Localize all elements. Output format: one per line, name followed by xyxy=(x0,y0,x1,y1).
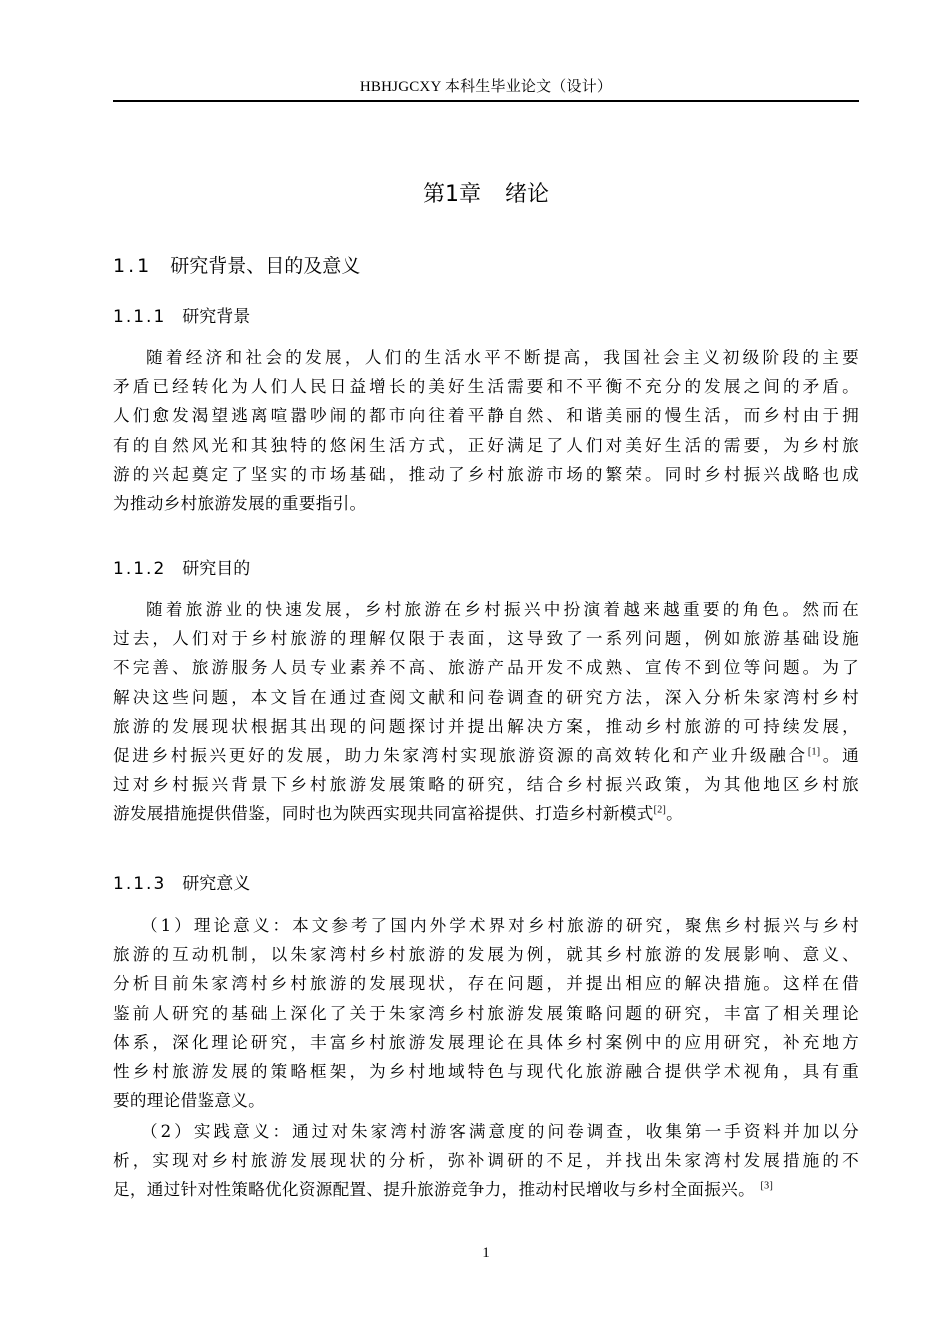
citation-ref-2[interactable]: [2] xyxy=(653,804,667,816)
paragraph-purpose xyxy=(113,595,859,829)
text-fragment: 。 xyxy=(666,804,684,824)
section-heading-1-1-2 xyxy=(113,557,250,581)
text-line: （2）实践意义：通过对朱家湾村游客满意度的问卷调查，收集第一手资料并加以分 xyxy=(141,1122,859,1141)
text-line: 为推动乡村旅游发展的重要指引。 xyxy=(113,494,367,514)
text-line: 过去，人们对于乡村旅游的理解仅限于表面，这导致了一系列问题，例如旅游基础设施 xyxy=(113,629,859,649)
section-number: 1.1.2 xyxy=(113,559,167,579)
text-line: 旅游的发展现状根据其出现的问题探讨并提出解决方案，推动乡村旅游的可持续发展， xyxy=(113,716,859,736)
section-title: 研究目的 xyxy=(182,559,251,579)
text-line xyxy=(113,741,859,770)
text-line: 随着旅游业的快速发展，乡村旅游在乡村振兴中扮演着越来越重要的角色。然而在 xyxy=(146,600,859,619)
running-header: HBHJGCXY 本科生毕业论文（设计） xyxy=(359,79,613,95)
section-title: 研究背景、目的及意义 xyxy=(170,255,361,277)
paragraph-theoretical-significance xyxy=(113,911,859,1115)
text-line: 不完善、旅游服务人员专业素养不高、旅游产品开发不成熟、宣传不到位等问题。为了 xyxy=(113,658,859,678)
chapter-number: 第1章 xyxy=(422,182,481,207)
text-fragment: 促进乡村振兴更好的发展，助力朱家湾村实现旅游资源的高效转化和产业升级融合 xyxy=(113,746,808,766)
text-line: 有的自然风光和其独特的悠闲生活方式，正好满足了人们对美好生活的需要，为乡村旅 xyxy=(113,435,859,455)
section-heading-1-1-1 xyxy=(113,305,250,329)
text-fragment: 。通 xyxy=(820,746,859,766)
text-line xyxy=(113,1175,859,1204)
text-line: 鉴前人研究的基础上深化了关于朱家湾乡村旅游发展策略问题的研究，丰富了相关理论 xyxy=(113,1003,859,1023)
header-divider xyxy=(113,100,859,102)
section-number: 1.1 xyxy=(113,255,153,277)
text-line: 随着经济和社会的发展，人们的生活水平不断提高，我国社会主义初级阶段的主要 xyxy=(146,348,859,367)
section-heading-1-1 xyxy=(113,252,360,280)
citation-ref-3[interactable]: [3] xyxy=(760,1180,774,1192)
section-number: 1.1.3 xyxy=(113,874,167,894)
text-line: 体系，深化理论研究，丰富乡村旅游发展理论在具体乡村案例中的应用研究，补充地方 xyxy=(113,1032,859,1052)
text-line: 过对乡村振兴背景下乡村旅游发展策略的研究，结合乡村振兴政策，为其他地区乡村旅 xyxy=(113,775,859,795)
text-line: 分析目前朱家湾村乡村旅游的发展现状，存在问题，并提出相应的解决措施。这样在借 xyxy=(113,974,859,994)
section-title: 研究意义 xyxy=(182,874,251,894)
chapter-name: 绪论 xyxy=(504,182,549,207)
text-line: 旅游的互动机制，以朱家湾村乡村旅游的发展为例，就其乡村旅游的发展影响、意义、 xyxy=(113,945,859,965)
chapter-title xyxy=(113,180,859,210)
text-line: 游的兴起奠定了坚实的市场基础，推动了乡村旅游市场的繁荣。同时乡村振兴战略也成 xyxy=(113,464,859,484)
text-fragment: 游发展措施提供借鉴，同时也为陕西实现共同富裕提供、打造乡村新模式 xyxy=(113,804,654,824)
text-line: 要的理论借鉴意义。 xyxy=(113,1091,266,1111)
section-title: 研究背景 xyxy=(182,307,251,327)
text-fragment: 足，通过针对性策略优化资源配置、提升旅游竞争力，推动村民增收与乡村全面振兴。 xyxy=(113,1180,755,1200)
text-line: 矛盾已经转化为人们人民日益增长的美好生活需要和不平衡不充分的发展之间的矛盾。 xyxy=(113,377,859,397)
citation-ref-1[interactable]: [1] xyxy=(807,746,821,758)
text-line xyxy=(113,799,859,828)
text-line: 析，实现对乡村旅游发展现状的分析，弥补调研的不足，并找出朱家湾村发展措施的不 xyxy=(113,1151,859,1171)
text-line: 人们愈发渴望逃离喧嚣吵闹的都市向往着平静自然、和谐美丽的慢生活，而乡村由于拥 xyxy=(113,406,859,426)
section-number: 1.1.1 xyxy=(113,307,167,327)
section-heading-1-1-3 xyxy=(113,872,250,896)
text-line: 解决这些问题，本文旨在通过查阅文献和问卷调查的研究方法，深入分析朱家湾村乡村 xyxy=(113,687,859,707)
page-number: 1 xyxy=(482,1245,490,1261)
paragraph-practical-significance xyxy=(113,1117,859,1205)
text-line: （1）理论意义：本文参考了国内外学术界对乡村旅游的研究，聚焦乡村振兴与乡村 xyxy=(141,916,859,935)
paragraph-background xyxy=(113,343,859,518)
text-line: 性乡村旅游发展的策略框架，为乡村地域特色与现代化旅游融合提供学术视角，具有重 xyxy=(113,1062,859,1082)
